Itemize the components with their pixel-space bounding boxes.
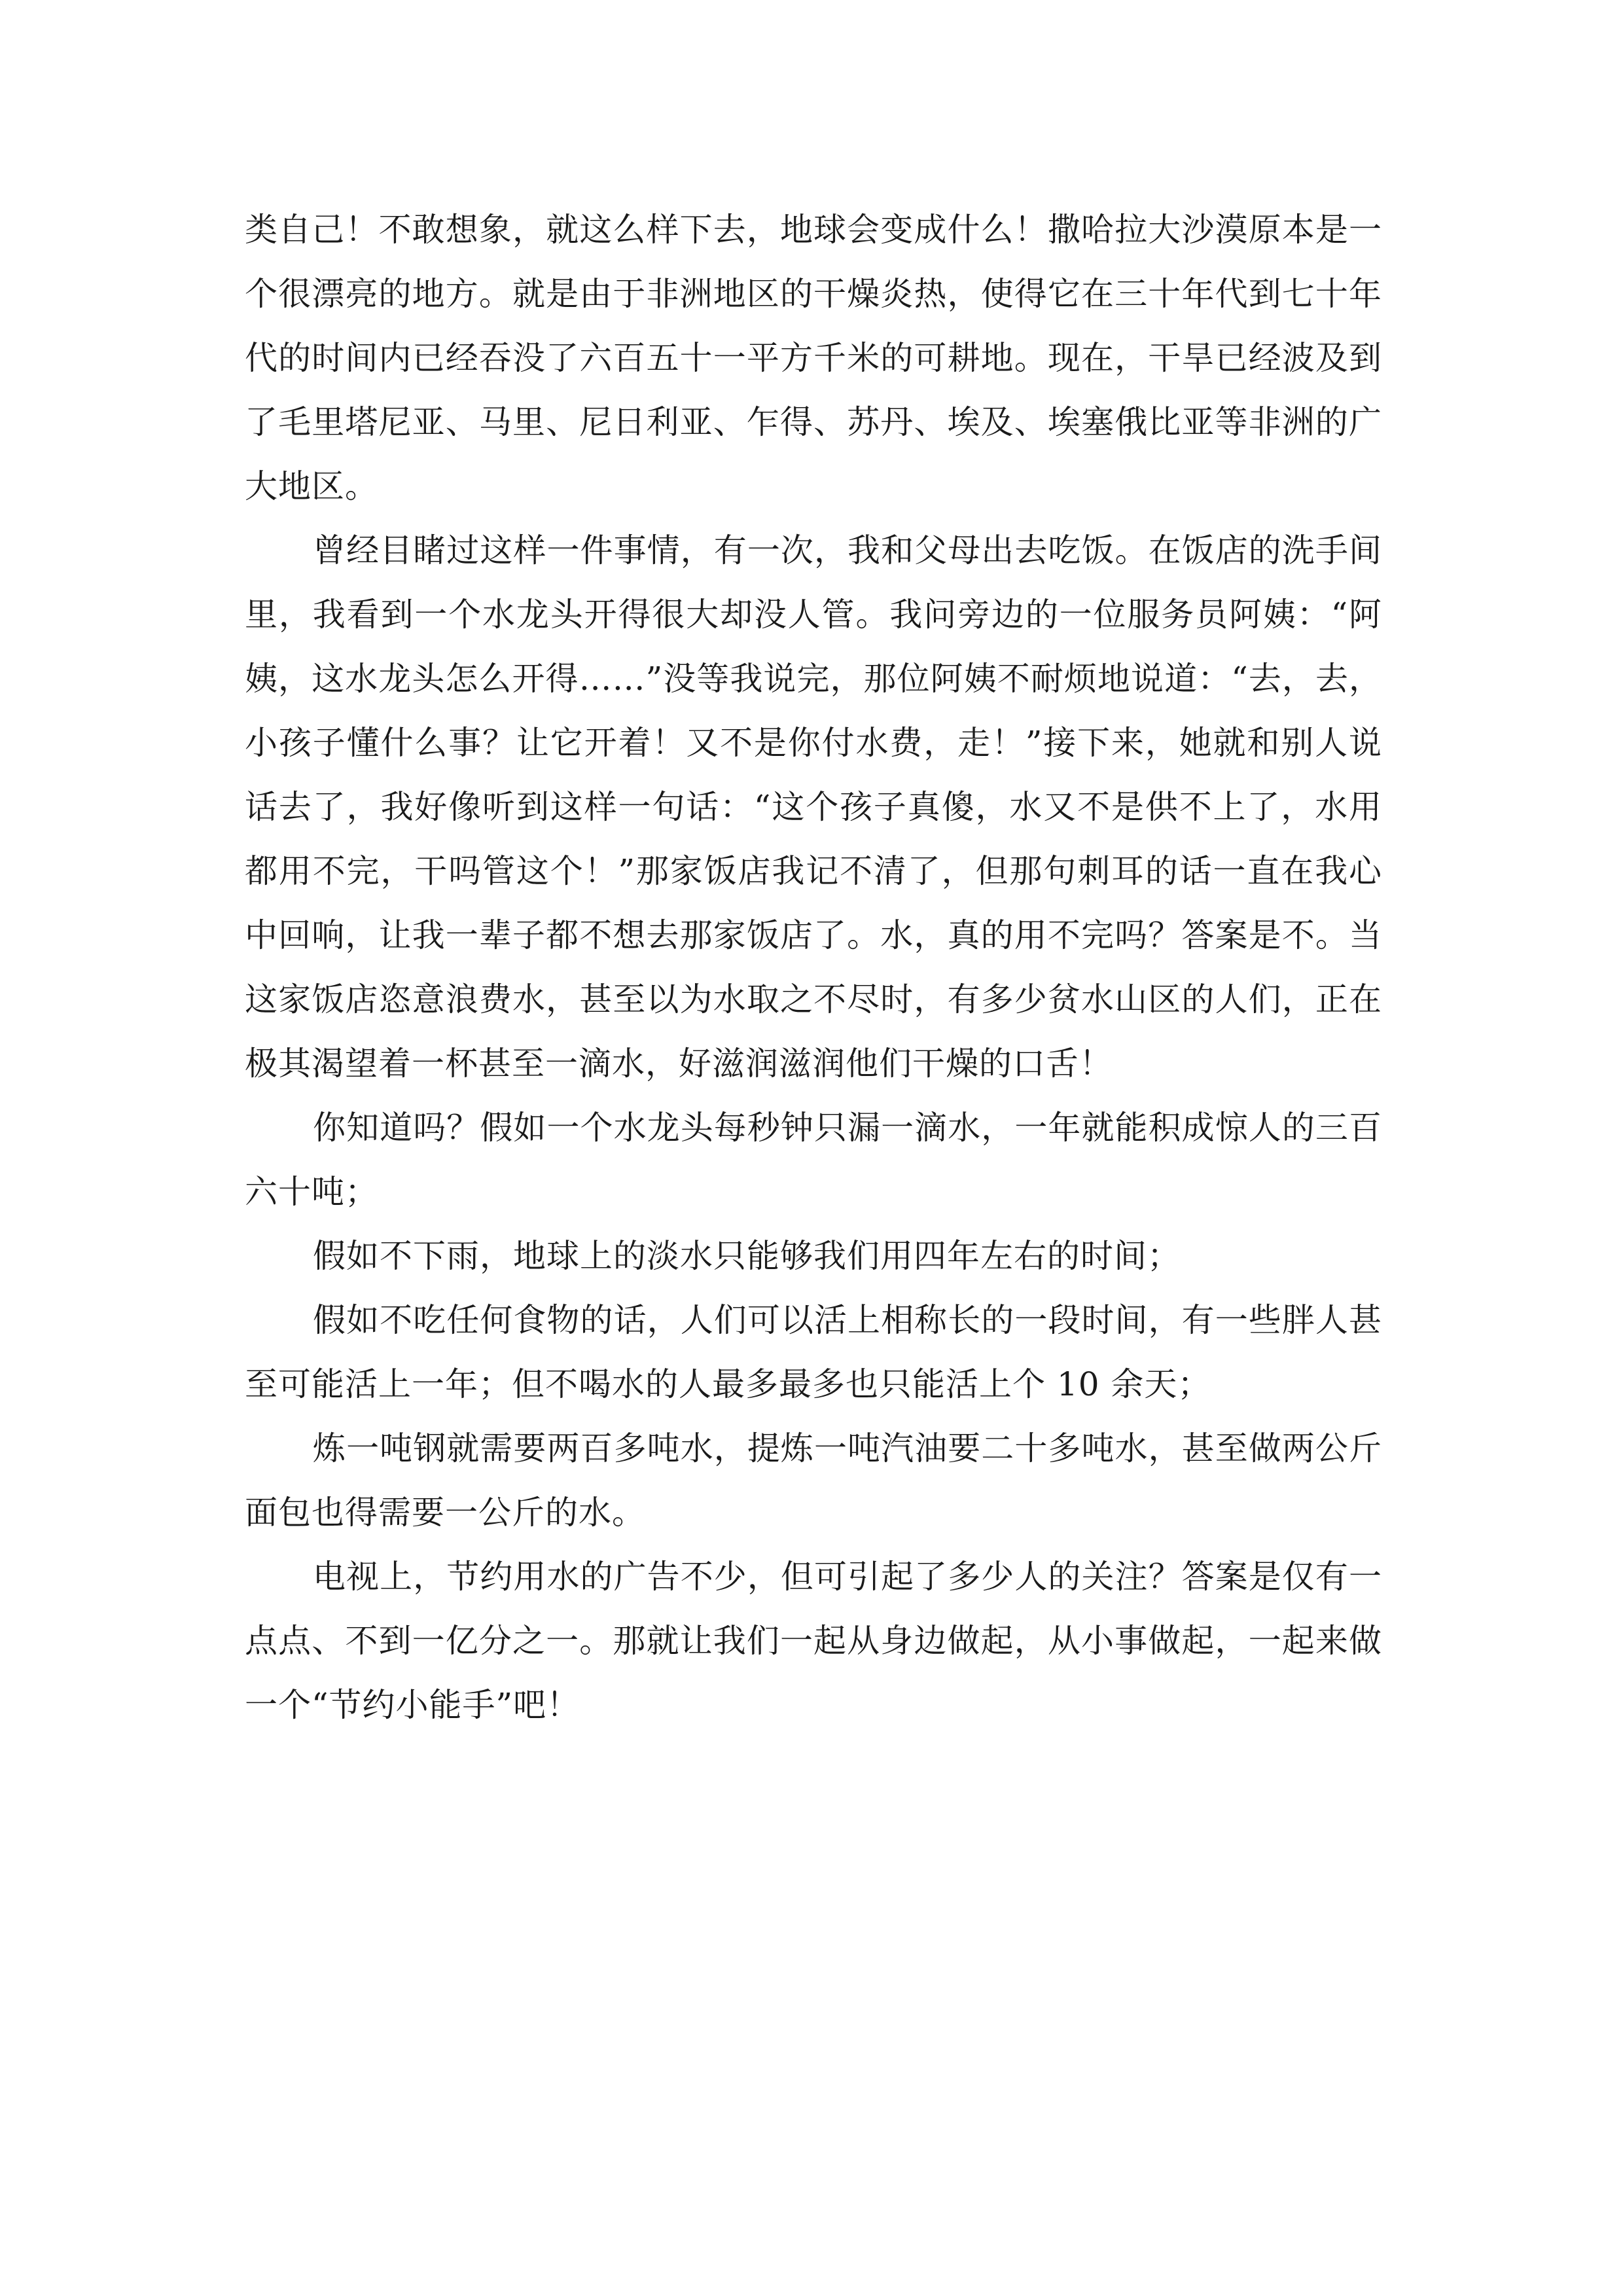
paragraph-no-rain: 假如不下雨，地球上的淡水只能够我们用四年左右的时间； bbox=[313, 1237, 1181, 1275]
paragraph-continuation: 类自己！不敢想象，就这么样下去，地球会变成什么！撒哈拉大沙漠原本是一个很漂亮的地方。就是由于非洲地区的干燥炎热，使得它在三十年代到七十年代的时间内已经吞没了六百五十一平方千米的可耕地。现在，干旱已经波及到了毛里塔尼亚、马里、尼日利亚、乍得、苏丹、埃及、埃塞俄比亚等非洲的广大地区。 bbox=[245, 211, 1382, 505]
paragraph-industry-water: 炼一吨钢就需要两百多吨水，提炼一吨汽油要二十多吨水，甚至做两公斤面包也得需要一公斤的水。 bbox=[245, 1429, 1382, 1532]
body-text bbox=[245, 198, 1382, 1737]
paragraph-no-water: 假如不吃任何食物的话，人们可以活上相称长的一段时间，有一些胖人甚至可能活上一年；但不喝水的人最多最多也只能活上个 10 余天； bbox=[245, 1301, 1382, 1403]
paragraph-dripping-tap: 你知道吗？假如一个水龙头每秒钟只漏一滴水，一年就能积成惊人的三百六十吨； bbox=[245, 1109, 1382, 1211]
paragraph-conclusion: 电视上，节约用水的广告不少，但可引起了多少人的关注？答案是仅有一点点、不到一亿分之一。那就让我们一起从身边做起，从小事做起，一起来做一个“节约小能手”吧！ bbox=[245, 1558, 1382, 1724]
paragraph-restaurant-story: 曾经目睹过这样一件事情，有一次，我和父母出去吃饭。在饭店的洗手间里，我看到一个水龙头开得很大却没人管。我问旁边的一位服务员阿姨：“阿姨，这水龙头怎么开得……”没等我说完，那位阿姨不耐烦地说道：“去，去，小孩子懂什么事？让它开着！又不是你付水费，走！”接下来，她就和别人说话去了，我好像听到这样一句话：“这个孩子真傻，水又不是供不上了，水用都用不完，干吗管这个！”那家饭店我记不清了，但那句刺耳的话一直在我心中回响，让我一辈子都不想去那家饭店了。水，真的用不完吗？答案是不。当这家饭店恣意浪费水，甚至以为水取之不尽时，有多少贫水山区的人们，正在极其渴望着一杯甚至一滴水，好滋润滋润他们干燥的口舌！ bbox=[245, 531, 1382, 1083]
